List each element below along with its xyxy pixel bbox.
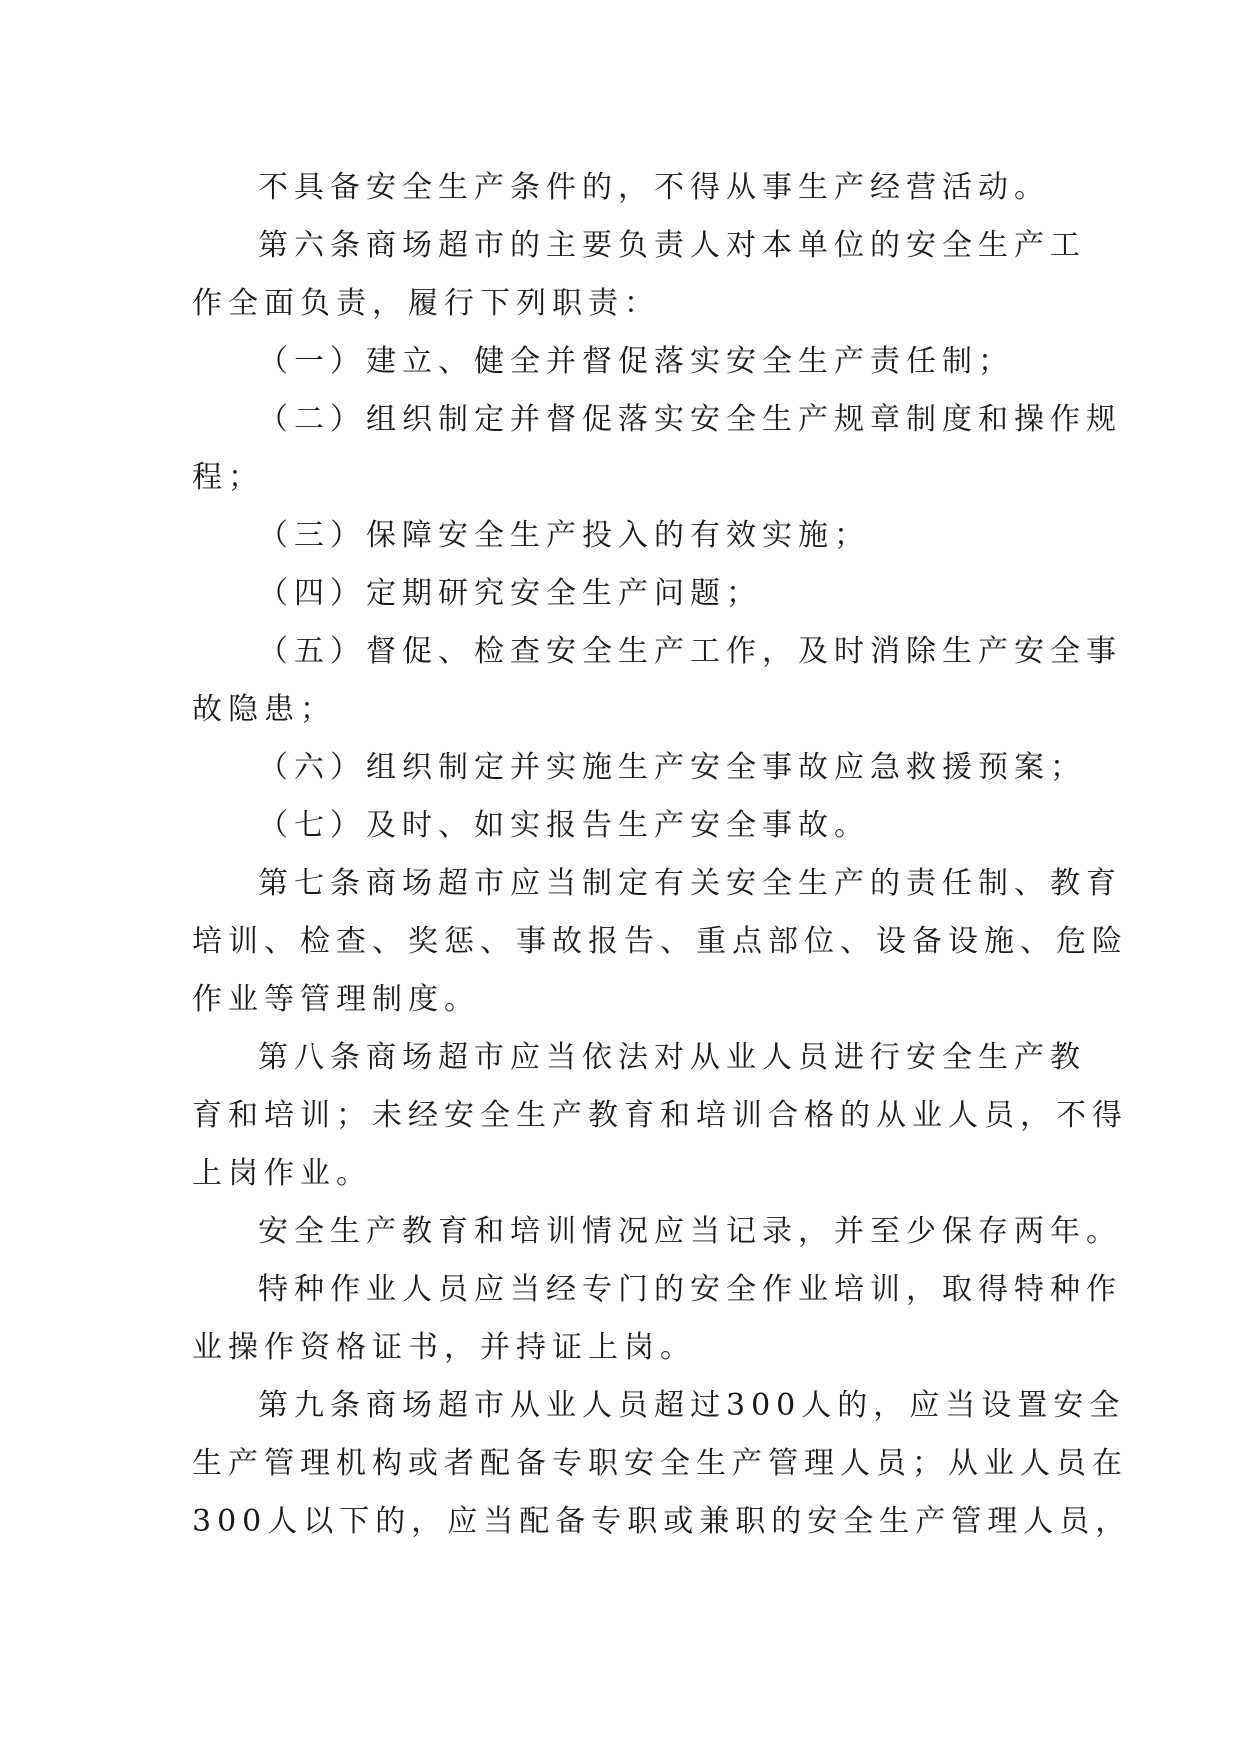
text-line: （五）督促、检查安全生产工作，及时消除生产安全事 xyxy=(258,634,1122,669)
text-line: （七）及时、如实报告生产安全事故。 xyxy=(258,808,870,843)
text-line: （二）组织制定并督促落实安全生产规章制度和操作规 xyxy=(258,402,1122,437)
text-line: 第六条商场超市的主要负责人对本单位的安全生产工 xyxy=(258,228,1086,263)
text-line: 第八条商场超市应当依法对从业人员进行安全生产教 xyxy=(258,1040,1086,1075)
text-line: 程； xyxy=(192,460,264,495)
text-line: 不具备安全生产条件的，不得从事生产经营活动。 xyxy=(258,170,1050,205)
text-line: 上岗作业。 xyxy=(192,1156,372,1191)
text-line: 特种作业人员应当经专门的安全作业培训，取得特种作 xyxy=(258,1272,1122,1307)
text-line: 作全面负责，履行下列职责： xyxy=(192,286,660,321)
text-line: 安全生产教育和培训情况应当记录，并至少保存两年。 xyxy=(258,1214,1122,1249)
text-line: （一）建立、健全并督促落实安全生产责任制； xyxy=(258,344,1014,379)
text-line: 培训、检查、奖惩、事故报告、重点部位、设备设施、危险 xyxy=(192,924,1128,959)
text-line: 第九条商场超市从业人员超过300人的，应当设置安全 xyxy=(258,1388,1126,1423)
text-line: （六）组织制定并实施生产安全事故应急救援预案； xyxy=(258,750,1086,785)
text-line: 故隐患； xyxy=(192,692,336,727)
text-line: 第七条商场超市应当制定有关安全生产的责任制、教育 xyxy=(258,866,1122,901)
text-line: 生产管理机构或者配备专职安全生产管理人员；从业人员在 xyxy=(192,1446,1128,1481)
text-line: 作业等管理制度。 xyxy=(192,982,480,1017)
text-line: （三）保障安全生产投入的有效实施； xyxy=(258,518,870,553)
text-line: （四）定期研究安全生产问题； xyxy=(258,576,762,611)
text-line: 300人以下的，应当配备专职或兼职的安全生产管理人员， xyxy=(192,1504,1132,1539)
text-line: 育和培训；未经安全生产教育和培训合格的从业人员，不得 xyxy=(192,1098,1128,1133)
text-line: 业操作资格证书，并持证上岗。 xyxy=(192,1330,696,1365)
